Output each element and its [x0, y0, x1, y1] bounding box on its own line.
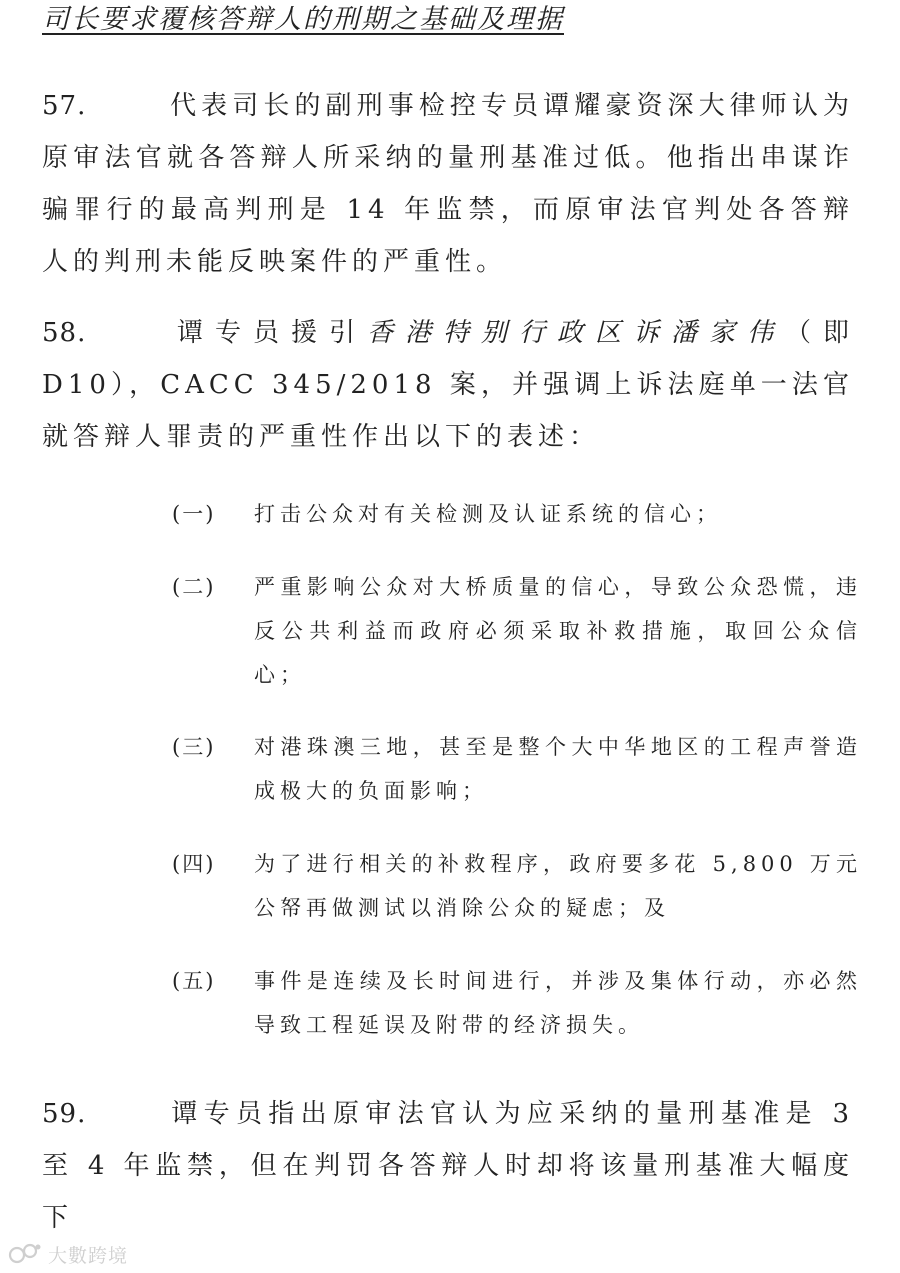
paragraph-59 — [42, 1088, 854, 1244]
watermark — [8, 1240, 128, 1268]
paragraph-number: 57. — [42, 91, 87, 121]
paragraph-text: 代表司长的副刑事检控专员谭耀豪资深大律师认为原审法官就各答辩人所采纳的量刑基准过低。他指出串谋诈骗罪行的最高判刑是 14 年监禁，而原审法官判处各答辩人的判刑未能反映案件的严重性。 — [42, 91, 854, 277]
list-item-text: 严重影响公众对大桥质量的信心，导致公众恐慌，违反公共利益而政府必须采取补救措施，取回公众信心； — [254, 575, 862, 687]
list-item-marker: (四) — [172, 852, 216, 876]
list-item-text: 事件是连续及长时间进行，并涉及集体行动，亦必然导致工程延误及附带的经济损失。 — [254, 969, 862, 1037]
list-item-marker: (五) — [172, 969, 216, 993]
list-item-marker: (一) — [172, 502, 216, 526]
paragraph-number: 58. — [42, 318, 87, 348]
list-item-text: 为了进行相关的补救程序，政府要多花 5,800 万元公帑再做测试以消除公众的疑虑；及 — [254, 852, 862, 920]
case-name: 香港特别行政区诉潘家伟 — [367, 318, 785, 348]
paragraph-text-before: 谭专员援引 — [170, 318, 367, 348]
list-item-marker: (二) — [172, 575, 216, 599]
list-item-1 — [172, 492, 862, 536]
paragraph-text: 谭专员指出原审法官认为应采纳的量刑基准是 3 至 4 年监禁，但在判罚各答辩人时却将该量刑基准大幅度下 — [42, 1099, 854, 1233]
list-item-text: 打击公众对有关检测及认证系统的信心； — [254, 502, 722, 526]
list-item-5 — [172, 959, 862, 1047]
paragraph-number: 59. — [42, 1099, 87, 1129]
list-item-2 — [172, 565, 862, 697]
list-item-marker: (三) — [172, 735, 216, 759]
watermark-text: 大數跨境 — [48, 1244, 129, 1267]
list-item-3 — [172, 725, 862, 813]
list-item-4 — [172, 842, 862, 930]
paragraph-57 — [42, 80, 854, 288]
list-item-text: 对港珠澳三地，甚至是整个大中华地区的工程声誉造成极大的负面影响； — [254, 735, 862, 803]
section-heading: 司长要求覆核答辩人的刑期之基础及理据 — [42, 4, 564, 35]
bubble-logo-icon — [8, 1242, 42, 1266]
paragraph-text-after: （即 D10），CACC 345/2018 案，并强调上诉法庭单一法官就答辩人罪责的严重性作出以下的表述： — [42, 318, 854, 452]
paragraph-58 — [42, 307, 854, 463]
